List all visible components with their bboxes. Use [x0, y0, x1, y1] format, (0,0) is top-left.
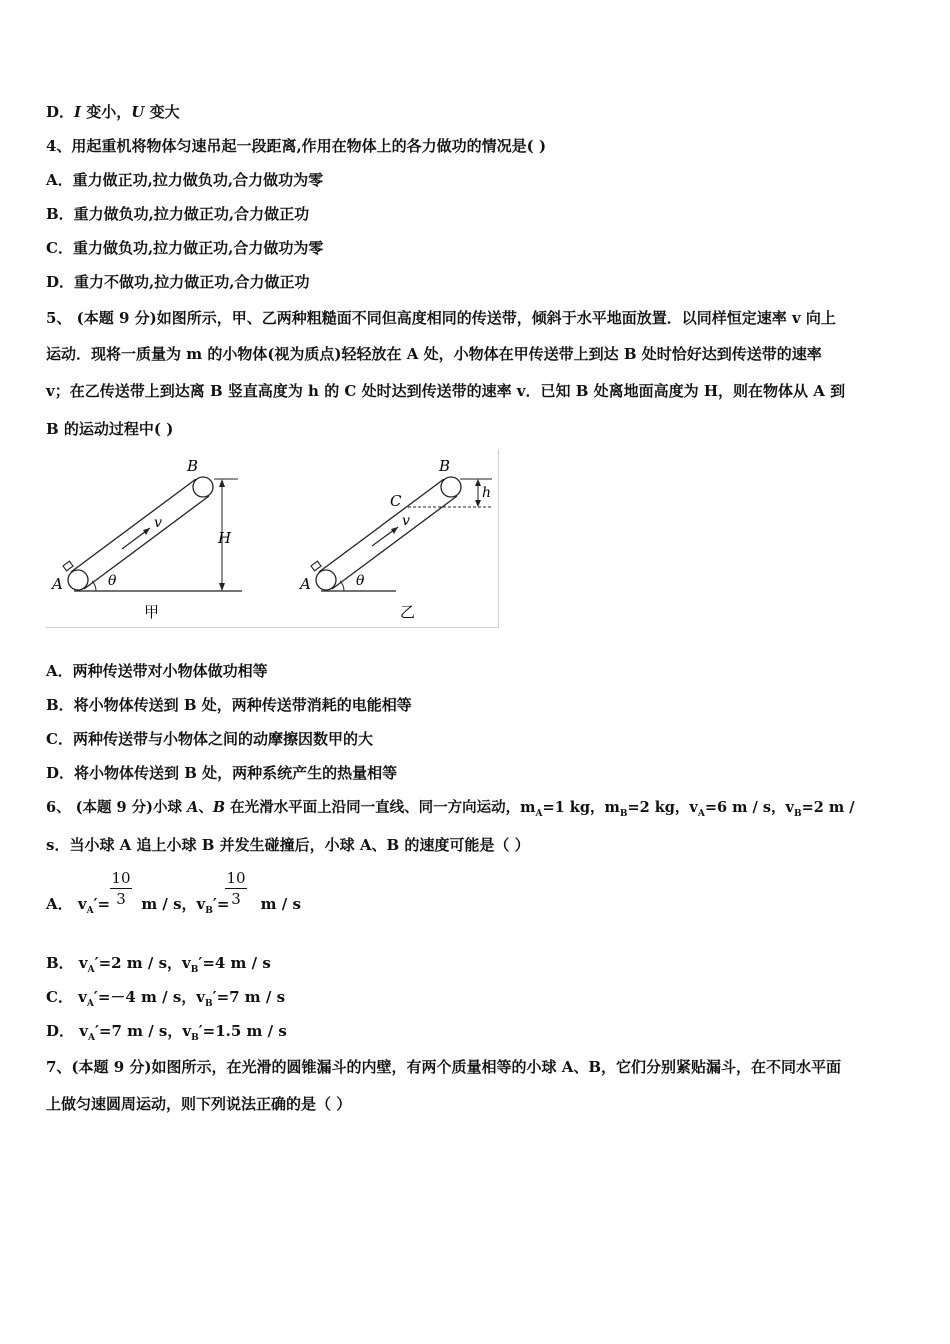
text: =2 kg，v: [627, 799, 698, 816]
label-b: B: [187, 457, 199, 475]
small-block: [63, 561, 73, 571]
conveyor-belt-figure: [46, 449, 499, 628]
arrow-head: [143, 528, 150, 535]
caption-yi: 乙: [400, 603, 416, 621]
label-h-upper: H: [218, 529, 232, 547]
text: 6、 (本题 9 分)小球: [46, 799, 188, 816]
symbol: B: [212, 799, 226, 816]
denominator: 3: [231, 890, 241, 908]
belt-top-edge: [71, 479, 196, 572]
text: A． v: [46, 895, 87, 913]
label-h-lower: h: [482, 485, 492, 501]
label-c: C: [390, 492, 402, 510]
belt-top-edge: [319, 479, 444, 572]
text: ′=－4 m / s，v: [93, 988, 206, 1006]
text: ′=4 m / s: [198, 954, 271, 972]
q6-stem-line2: s．当小球 A 追上小球 B 并发生碰撞后，小球 A、B 的速度可能是（ ）: [46, 836, 530, 854]
fraction-10-3-a: [110, 869, 132, 908]
q6-option-a: [46, 894, 301, 921]
arrow-head: [475, 479, 481, 486]
q6-option-c: [46, 987, 285, 1014]
caption-jia: 甲: [144, 603, 160, 621]
arrow-head: [475, 500, 481, 507]
subscript: A: [87, 965, 95, 975]
q3-option-d: [46, 102, 180, 122]
text: =6 m / s，v: [704, 799, 794, 816]
symbol: A: [187, 799, 199, 816]
diagram-yi: [298, 457, 492, 621]
small-block: [311, 561, 321, 571]
text: D． v: [46, 1022, 88, 1040]
text: ′=2 m / s，v: [94, 954, 191, 972]
text: =2 m /: [801, 799, 855, 816]
subscript: A: [86, 906, 94, 916]
fraction-10-3-b: [225, 869, 247, 908]
subscript: A: [86, 999, 94, 1009]
symbol-u: U: [131, 103, 145, 121]
text: ′=: [212, 895, 230, 913]
symbol-i: I: [74, 103, 82, 121]
denominator: 3: [116, 890, 126, 908]
text: ′=: [93, 895, 111, 913]
q7-stem-line1: 7、(本题 9 分)如图所示，在光滑的圆锥漏斗的内壁，有两个质量相等的小球 A、B，它们分别紧贴漏斗，在不同水平面: [46, 1058, 842, 1076]
label-b: B: [439, 457, 451, 475]
subscript: B: [191, 1033, 199, 1043]
q6-option-d: [46, 1021, 287, 1048]
subscript: A: [697, 808, 705, 819]
diagram-jia: [50, 457, 242, 621]
subscript: B: [793, 808, 802, 819]
label-v: v: [154, 515, 162, 531]
subscript: A: [535, 808, 543, 819]
label-theta: θ: [356, 573, 365, 589]
text: m / s，v: [136, 895, 206, 913]
q5-stem-line1: 5、 (本题 9 分)如图所示，甲、乙两种粗糙面不同但高度相同的传送带，倾斜于水平地面放置．以同样恒定速率 v 向上: [46, 309, 836, 327]
q5-stem-line2: 运动．现将一质量为 m 的小物体(视为质点)轻轻放在 A 处，小物体在甲传送带上到达 B 处时恰好达到传送带的速率: [46, 345, 822, 363]
label-a: A: [300, 575, 311, 593]
label-theta: θ: [108, 573, 117, 589]
text: ′=7 m / s，v: [94, 1022, 192, 1040]
q5-stem-line4: B 的运动过程中( ): [46, 420, 174, 438]
subscript: B: [619, 808, 628, 819]
subscript: B: [205, 906, 213, 916]
text: ′=7 m / s: [212, 988, 286, 1006]
arrow-head: [219, 583, 225, 591]
label-a: A: [52, 575, 63, 593]
text: m / s: [255, 895, 301, 913]
text: 、: [198, 799, 213, 816]
pulley-a: [68, 570, 88, 590]
text: B． v: [46, 954, 88, 972]
option-prefix: D．: [46, 103, 75, 121]
pulley-a: [316, 570, 336, 590]
q5-option-a: A．两种传送带对小物体做功相等: [46, 662, 268, 680]
option-text: 变小，: [81, 103, 132, 121]
arrow-head: [219, 479, 225, 487]
pulley-b: [193, 477, 213, 497]
label-v: v: [402, 513, 410, 529]
subscript: A: [87, 1033, 95, 1043]
q5-option-c: C．两种传送带与小物体之间的动摩擦因数甲的大: [46, 730, 373, 748]
q5-option-b: B．将小物体传送到 B 处，两种传送带消耗的电能相等: [46, 696, 412, 714]
subscript: B: [190, 965, 199, 975]
fraction-bar: [110, 888, 132, 889]
numerator: 10: [111, 869, 131, 887]
q4-stem: 4、用起重机将物体匀速吊起一段距离,作用在物体上的各力做功的情况是( ): [46, 137, 547, 155]
q4-option-b: B．重力做负功,拉力做正功,合力做正功: [46, 205, 310, 223]
arrow-head: [391, 527, 398, 534]
fraction-bar: [225, 888, 247, 889]
q5-stem-line3: v；在乙传送带上到达离 B 竖直高度为 h 的 C 处时达到传送带的速率 v．已知 B 处离地面高度为 H，则在物体从 A 到: [46, 382, 846, 400]
q4-option-d: D．重力不做功,拉力做正功,合力做正功: [46, 273, 310, 291]
q4-option-a: A．重力做正功,拉力做负功,合力做功为零: [46, 171, 324, 189]
option-text: 变大: [144, 103, 180, 121]
pulley-b: [441, 477, 461, 497]
q6-option-b: [46, 953, 271, 980]
q5-option-d: D．将小物体传送到 B 处，两种系统产生的热量相等: [46, 764, 398, 782]
text: ′=1.5 m / s: [198, 1022, 287, 1040]
numerator: 10: [226, 869, 246, 887]
text: 在光滑水平面上沿同一直线、同一方向运动，m: [225, 799, 536, 816]
q7-stem-line2: 上做匀速圆周运动，则下列说法正确的是（ ）: [46, 1095, 352, 1113]
conveyor-diagram: [46, 449, 498, 627]
subscript: B: [205, 999, 213, 1009]
q4-option-c: C．重力做负功,拉力做正功,合力做功为零: [46, 239, 324, 257]
belt-bottom-edge: [84, 496, 209, 589]
q6-stem-line1: [46, 798, 855, 824]
text: =1 kg，m: [542, 799, 620, 816]
text: C． v: [46, 988, 87, 1006]
